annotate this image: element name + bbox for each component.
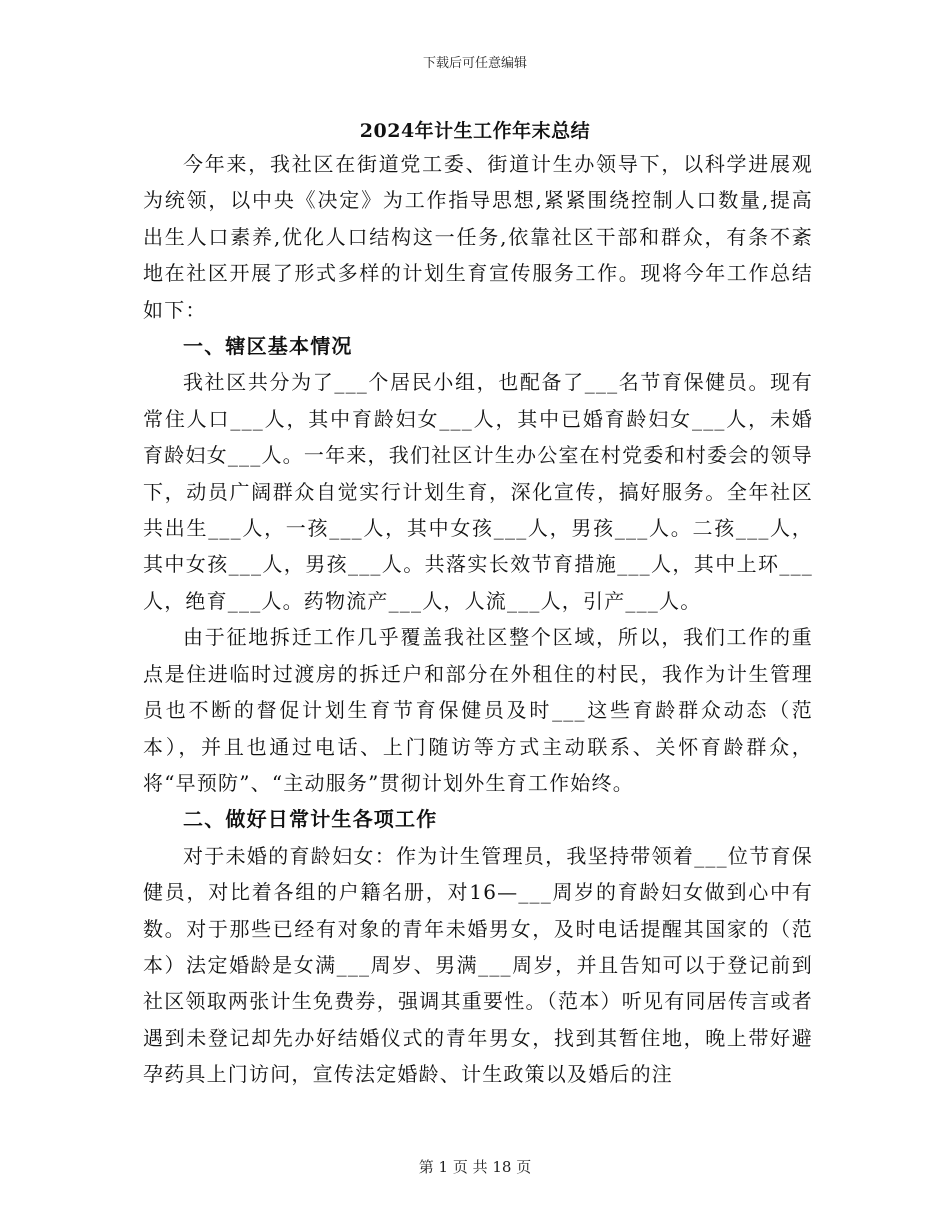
section1-paragraph-2: 由于征地拆迁工作几乎覆盖我社区整个区域，所以，我们工作的重点是住进临时过渡房的拆迁户和部分在外租住的村民，我作为计生管理员也不断的督促计划生育节育保健员及时___这些育龄群众动态（范本），并且也通过电话、上门随访等方式主动联系、关怀育龄群众，将“早预防”、“主动服务”贯彻计划外生育工作始终。 [143,625,813,795]
document-body [143,146,813,1093]
section1-paragraph-1: 我社区共分为了___个居民小组，也配备了___名节育保健员。现有常住人口___人，其中育龄妇女___人，其中已婚育龄妇女___人，未婚育龄妇女___人。一年来，我们社区计生办公室在村党委和村委会的领导下，动员广阔群众自觉实行计划生育，深化宣传，搞好服务。全年社区共出生___人，一孩___人，其中女孩___人，男孩___人。二孩___人，其中女孩___人，男孩___人。共落实长效节育措施___人，其中上环___人，绝育___人。药物流产___人，人流___人，引产___人。 [143,370,813,613]
section-heading-2: 二、做好日常计生各项工作 [183,807,438,832]
document-title: 2024年计生工作年末总结 [359,120,591,142]
intro-paragraph: 今年来，我社区在街道党工委、街道计生办领导下，以科学进展观为统领，以中央《决定》为工作指导思想,紧紧围绕控制人口数量,提高出生人口素养,优化人口结构这一任务,依靠社区干部和群众，有条不紊地在社区开展了形式多样的计划生育宣传服务工作。现将今年工作总结如下： [143,152,813,322]
section2-paragraph-1: 对于未婚的育龄妇女：作为计生管理员，我坚持带领着___位节育保健员，对比着各组的户籍名册，对16—___周岁的育龄妇女做到心中有数。对于那些已经有对象的青年未婚男女，及时电话提醒其国家的（范本）法定婚龄是女满___周岁、男满___周岁，并且告知可以于登记前到社区领取两张计生免费券，强调其重要性。（范本）听见有同居传言或者遇到未登记却先办好结婚仪式的青年男女，找到其暂住地，晚上带好避孕药具上门访问，宣传法定婚龄、计生政策以及婚后的注 [143,843,813,1087]
page-header: 下载后可任意编辑 [422,56,527,71]
page-footer: 第 1 页 共 18 页 [418,1158,532,1176]
section-heading-1: 一、辖区基本情况 [183,334,353,359]
